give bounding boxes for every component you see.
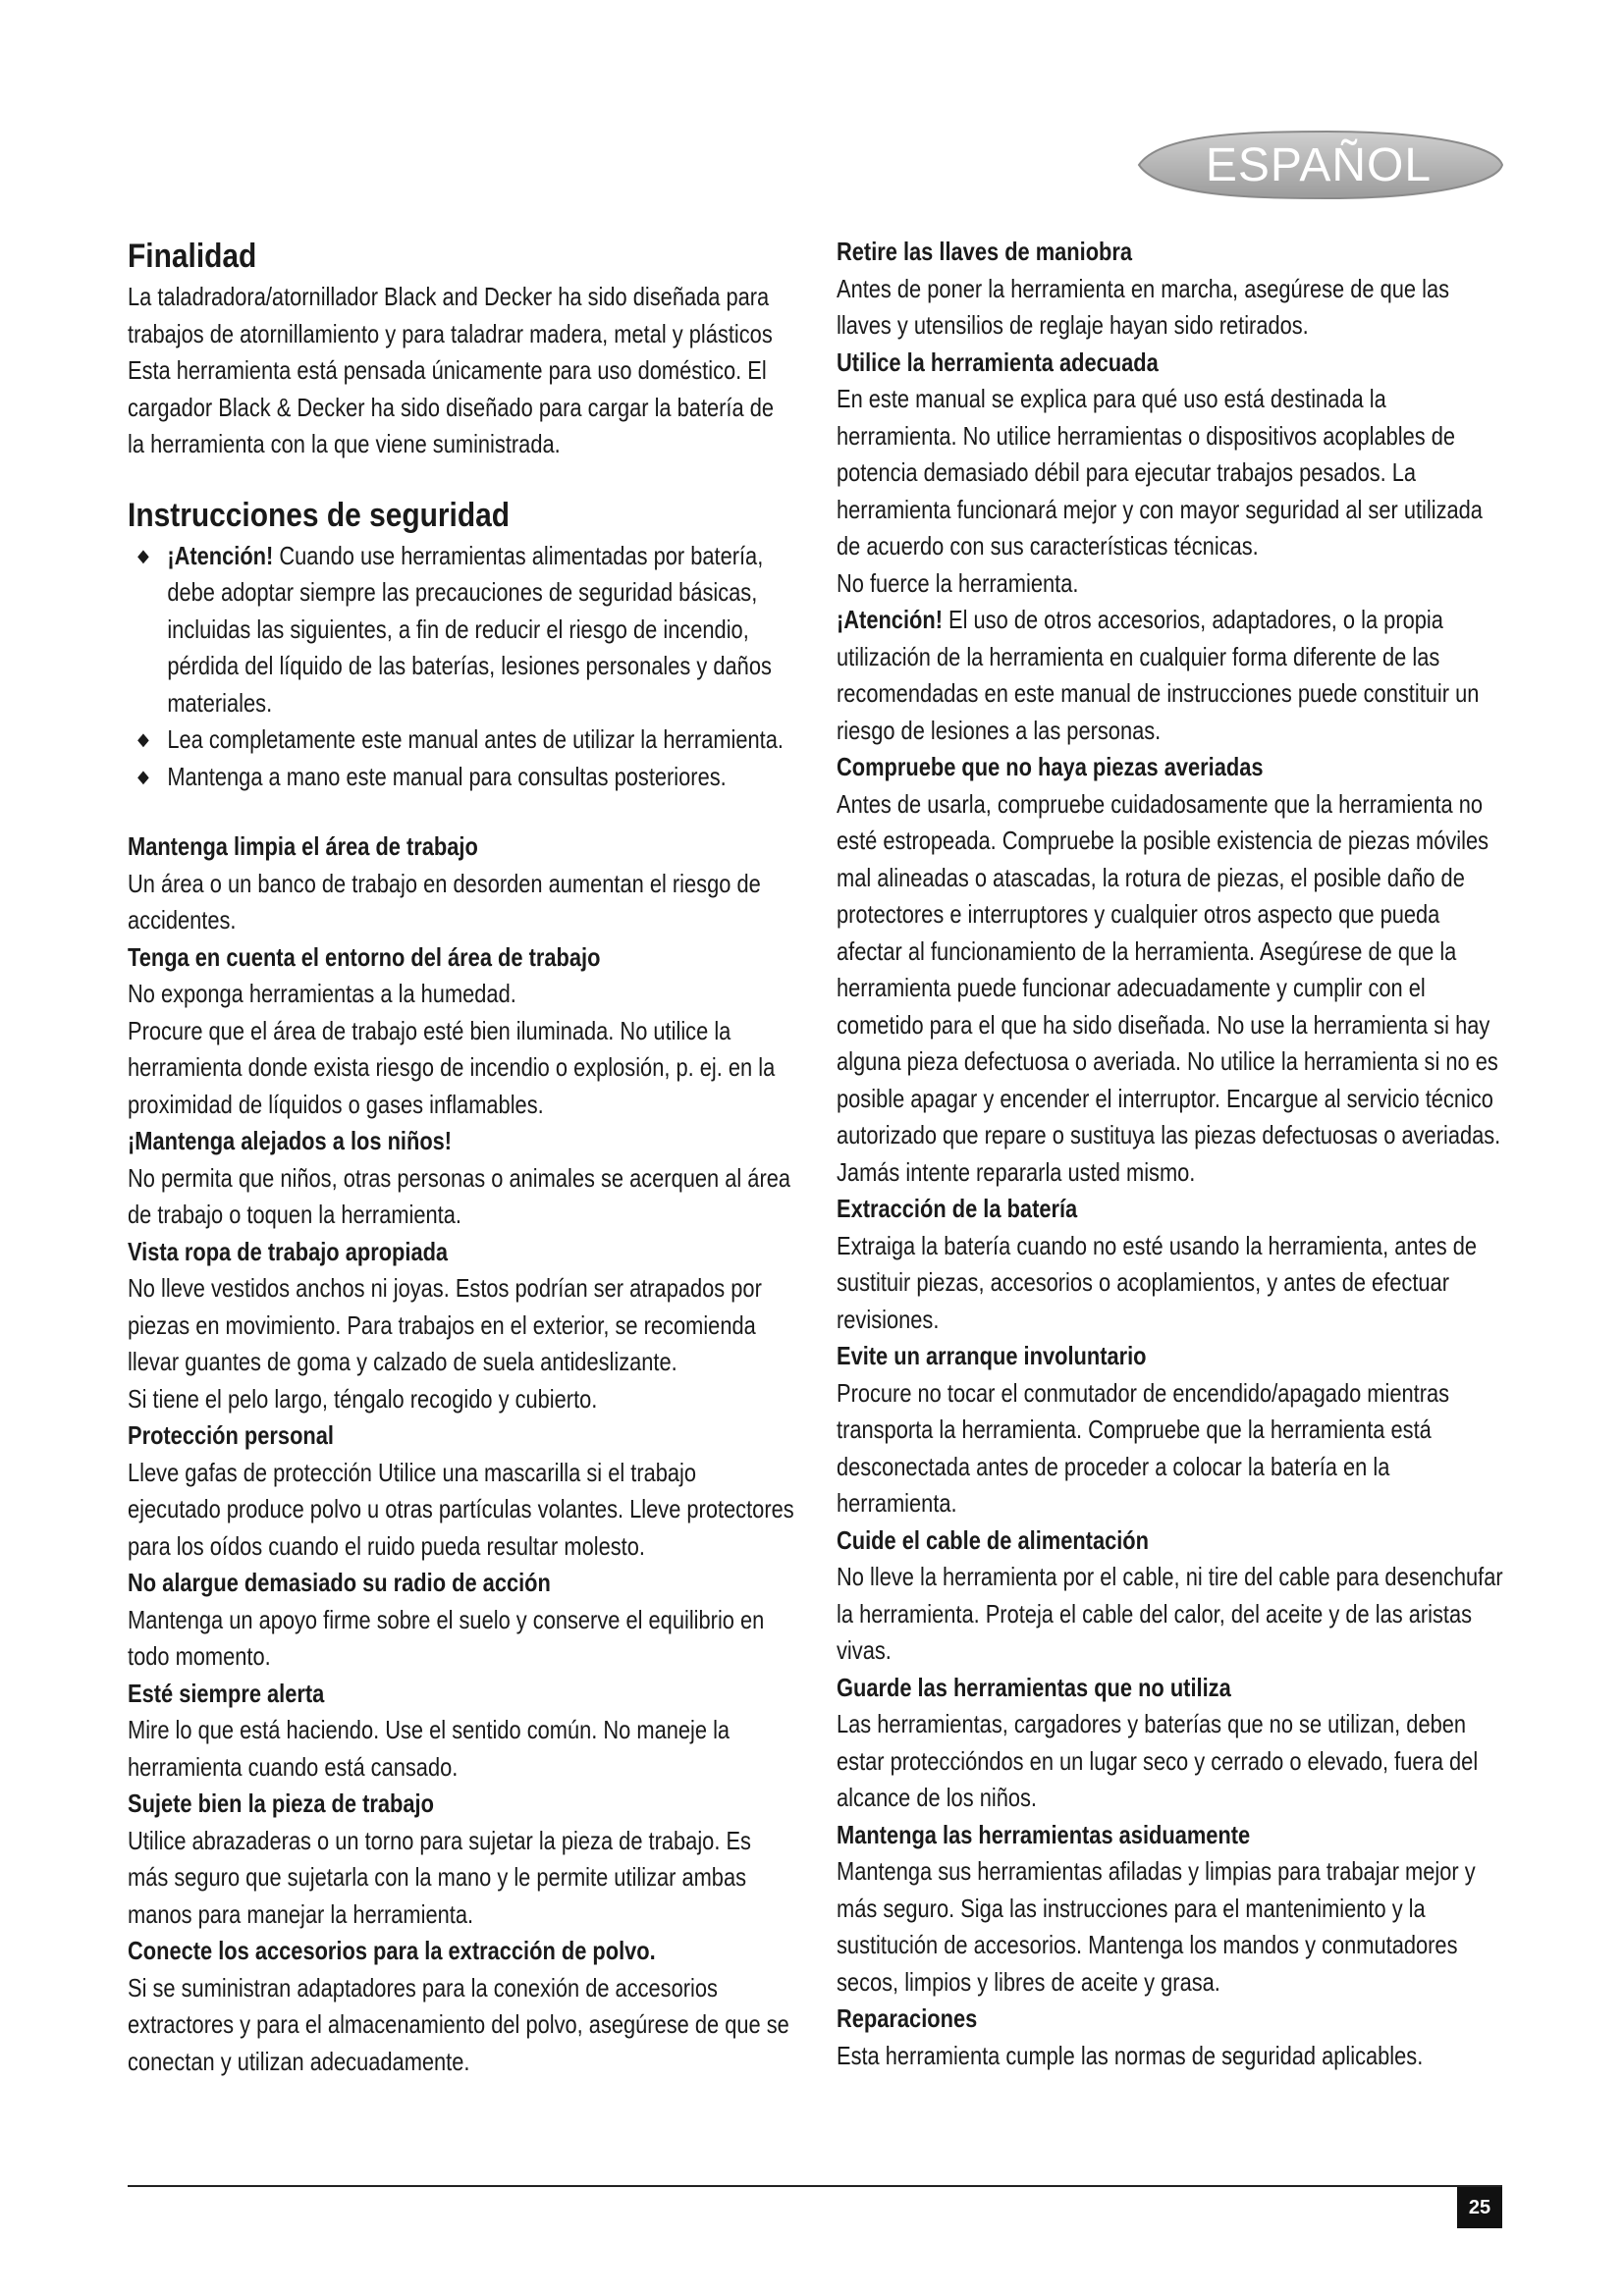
subheading: Cuide el cable de alimentación (837, 1524, 1149, 1555)
subheading: Vista ropa de trabajo apropiada (128, 1236, 449, 1266)
paragraph: No fuerce la herramienta. (837, 567, 1079, 598)
paragraph: Mantenga un apoyo firme sobre el suelo y conserve el equilibrio en todo momento. (128, 1604, 765, 1671)
diamond-bullet-icon: ◆ (137, 766, 149, 786)
paragraph: Esta herramienta cumple las normas de seguridad aplicables. (837, 2040, 1424, 2070)
paragraph: Procure no tocar el conmutador de encendido/apagado mientras transporta la herramienta. Compruebe que la herramienta está desconectada antes de proceder a colocar la batería en la herramienta. (837, 1377, 1450, 1518)
left-column (128, 234, 795, 2080)
list-item (128, 538, 795, 722)
paragraph: Antes de poner la herramienta en marcha, asegúrese de que las llaves y utensilios de reglaje hayan sido retirados. (837, 273, 1450, 340)
paragraph: La taladradora/atornillador Black and Decker ha sido diseñada para trabajos de atornillamiento y para taladrar madera, metal y plásticos (128, 282, 773, 348)
subheading: No alargue demasiado su radio de acción (128, 1568, 551, 1597)
subheading: Extracción de la batería (837, 1194, 1078, 1223)
diamond-bullet-icon: ◆ (137, 729, 149, 749)
paragraph: No permita que niños, otras personas o animales se acerquen al área de trabajo o toquen la herramienta. (128, 1162, 791, 1229)
paragraph: Un área o un banco de trabajo en desorden aumentan el riesgo de accidentes. (128, 868, 761, 934)
paragraph-text: El uso de otros accesorios, adaptadores, o la propia utilización de la herramienta en cualquier forma diferente de las recomendadas en este manual de instrucciones puede constituir un riesgo de lesiones a las personas. (837, 605, 1480, 745)
subheading: Utilice la herramienta adecuada (837, 347, 1159, 377)
section-title-safety: Instrucciones de seguridad (128, 496, 511, 534)
paragraph: Si tiene el pelo largo, téngalo recogido y cubierto. (128, 1383, 598, 1414)
paragraph: Extraiga la batería cuando no esté usando la herramienta, antes de sustituir piezas, accesorios o acoplamientos, y antes de efectuar revisiones. (837, 1230, 1477, 1334)
paragraph: No lleve vestidos anchos ni joyas. Estos podrían ser atrapados por piezas en movimiento. Para trabajos en el exterior, se recomienda llevar guantes de goma y calzado de suela antideslizante. (128, 1273, 762, 1376)
subheading: Mantenga limpia el área de trabajo (128, 831, 478, 861)
list-item (128, 759, 795, 796)
right-column (837, 234, 1504, 2074)
paragraph: Mantenga sus herramientas afiladas y limpias para trabajar mejor y más seguro. Siga las instrucciones para el mantenimiento y la sustitución de accesorios. Mantenga los mandos y conmutadores secos, limpios y libres de aceite y grasa. (837, 1856, 1476, 1997)
subheading: ¡Mantenga alejados a los niños! (128, 1126, 453, 1155)
paragraph: Procure que el área de trabajo esté bien iluminada. No utilice la herramienta donde exista riesgo de incendio o explosión, p. ej. en la proximidad de líquidos o gases inflamables. (128, 1015, 776, 1119)
subheading: Protección personal (128, 1420, 334, 1450)
subheading: Guarde las herramientas que no utiliza (837, 1672, 1231, 1702)
paragraph: Antes de usarla, compruebe cuidadosamente que la herramienta no esté estropeada. Compruebe la posible existencia de piezas móviles mal alineadas o atascadas, la rotura de piezas, el posible daño de protectores e interruptores y cualquier otros aspecto que pueda afectar al funcionamiento de la herramienta. Asegúrese de que la herramienta puede funcionar adecuadamente y cumplir con el cometido para el que ha sido diseñada. No use la herramienta si hay alguna pieza defectuosa o averiada. No utilice la herramienta si no es posible apagar y encender el interruptor. Encargue al servicio técnico autorizado que repare o sustituya las piezas defectuosas o averiadas. Jamás intente repararla usted mismo. (837, 788, 1501, 1187)
page-number: 25 (1457, 2187, 1502, 2228)
section-title-finalidad: Finalidad (128, 238, 257, 275)
list-item-text: Cuando use herramientas alimentadas por batería, debe adoptar siempre las precauciones de seguridad básicas, incluidas las siguientes, a fin de reducir el riesgo de incendio, pérdida del líquido de las baterías, lesiones personales y daños materiales. (167, 540, 772, 718)
attention-label: ¡Atención! (167, 540, 274, 570)
list-item-text: Lea completamente este manual antes de utilizar la herramienta. (167, 724, 784, 754)
paragraph: Mire lo que está haciendo. Use el sentido común. No maneje la herramienta cuando está cansado. (128, 1715, 731, 1782)
subheading: Evite un arranque involuntario (837, 1341, 1147, 1370)
list-item-text: Mantenga a mano este manual para consultas posteriores. (167, 761, 727, 791)
paragraph: No exponga herramientas a la humedad. (128, 979, 516, 1008)
diamond-bullet-icon: ◆ (137, 545, 149, 565)
paragraph: Si se suministran adaptadores para la conexión de accesorios extractores y para el almacenamiento del polvo, asegúrese de que se conectan y utilizan adecuadamente. (128, 1972, 789, 2076)
language-tab-label: ESPAÑOL (1205, 138, 1433, 191)
subheading: Compruebe que no haya piezas averiadas (837, 752, 1264, 781)
subheading: Tenga en cuenta el entorno del área de trabajo (128, 941, 601, 972)
footer-rule (128, 2185, 1502, 2187)
paragraph: Lleve gafas de protección Utilice una mascarilla si el trabajo ejecutado produce polvo u otras partículas volantes. Lleve protectores para los oídos cuando el ruido pueda resultar molesto. (128, 1457, 794, 1561)
paragraph: No lleve la herramienta por el cable, ni tire del cable para desenchufar la herramienta. Proteja el cable del calor, del aceite y de las aristas vivas. (837, 1562, 1503, 1665)
safety-bullet-list (128, 538, 795, 796)
paragraph: Esta herramienta está pensada únicamente para uso doméstico. El cargador Black & Decker ha sido diseñado para cargar la batería de la herramienta con la que viene suministrada. (128, 355, 775, 458)
paragraph: En este manual se explica para qué uso está destinada la herramienta. No utilice herramientas o dispositivos acoplables de potencia demasiado débil para ejecutar trabajos pesados. La herramienta funcionará mejor y con mayor seguridad al ser utilizada de acuerdo con sus características técnicas. (837, 384, 1483, 561)
subheading: Reparaciones (837, 2003, 978, 2033)
subheading: Mantenga las herramientas asiduamente (837, 1819, 1251, 1849)
attention-label: ¡Atención! (837, 605, 943, 634)
subheading: Esté siempre alerta (128, 1678, 325, 1708)
subheading: Retire las llaves de maniobra (837, 237, 1133, 266)
paragraph: Las herramientas, cargadores y baterías que no se utilizan, deben estar proteccióndos en un lugar seco y cerrado o elevado, fuera del alcance de los niños. (837, 1709, 1479, 1812)
subheading: Conecte los accesorios para la extracción de polvo. (128, 1936, 656, 1965)
paragraph: Utilice abrazaderas o un torno para sujetar la pieza de trabajo. Es más seguro que sujetarla con la mano y le permite utilizar ambas manos para manejar la herramienta. (128, 1825, 751, 1929)
subheading: Sujete bien la pieza de trabajo (128, 1789, 434, 1818)
paragraph (837, 602, 1504, 749)
list-item (128, 721, 795, 759)
